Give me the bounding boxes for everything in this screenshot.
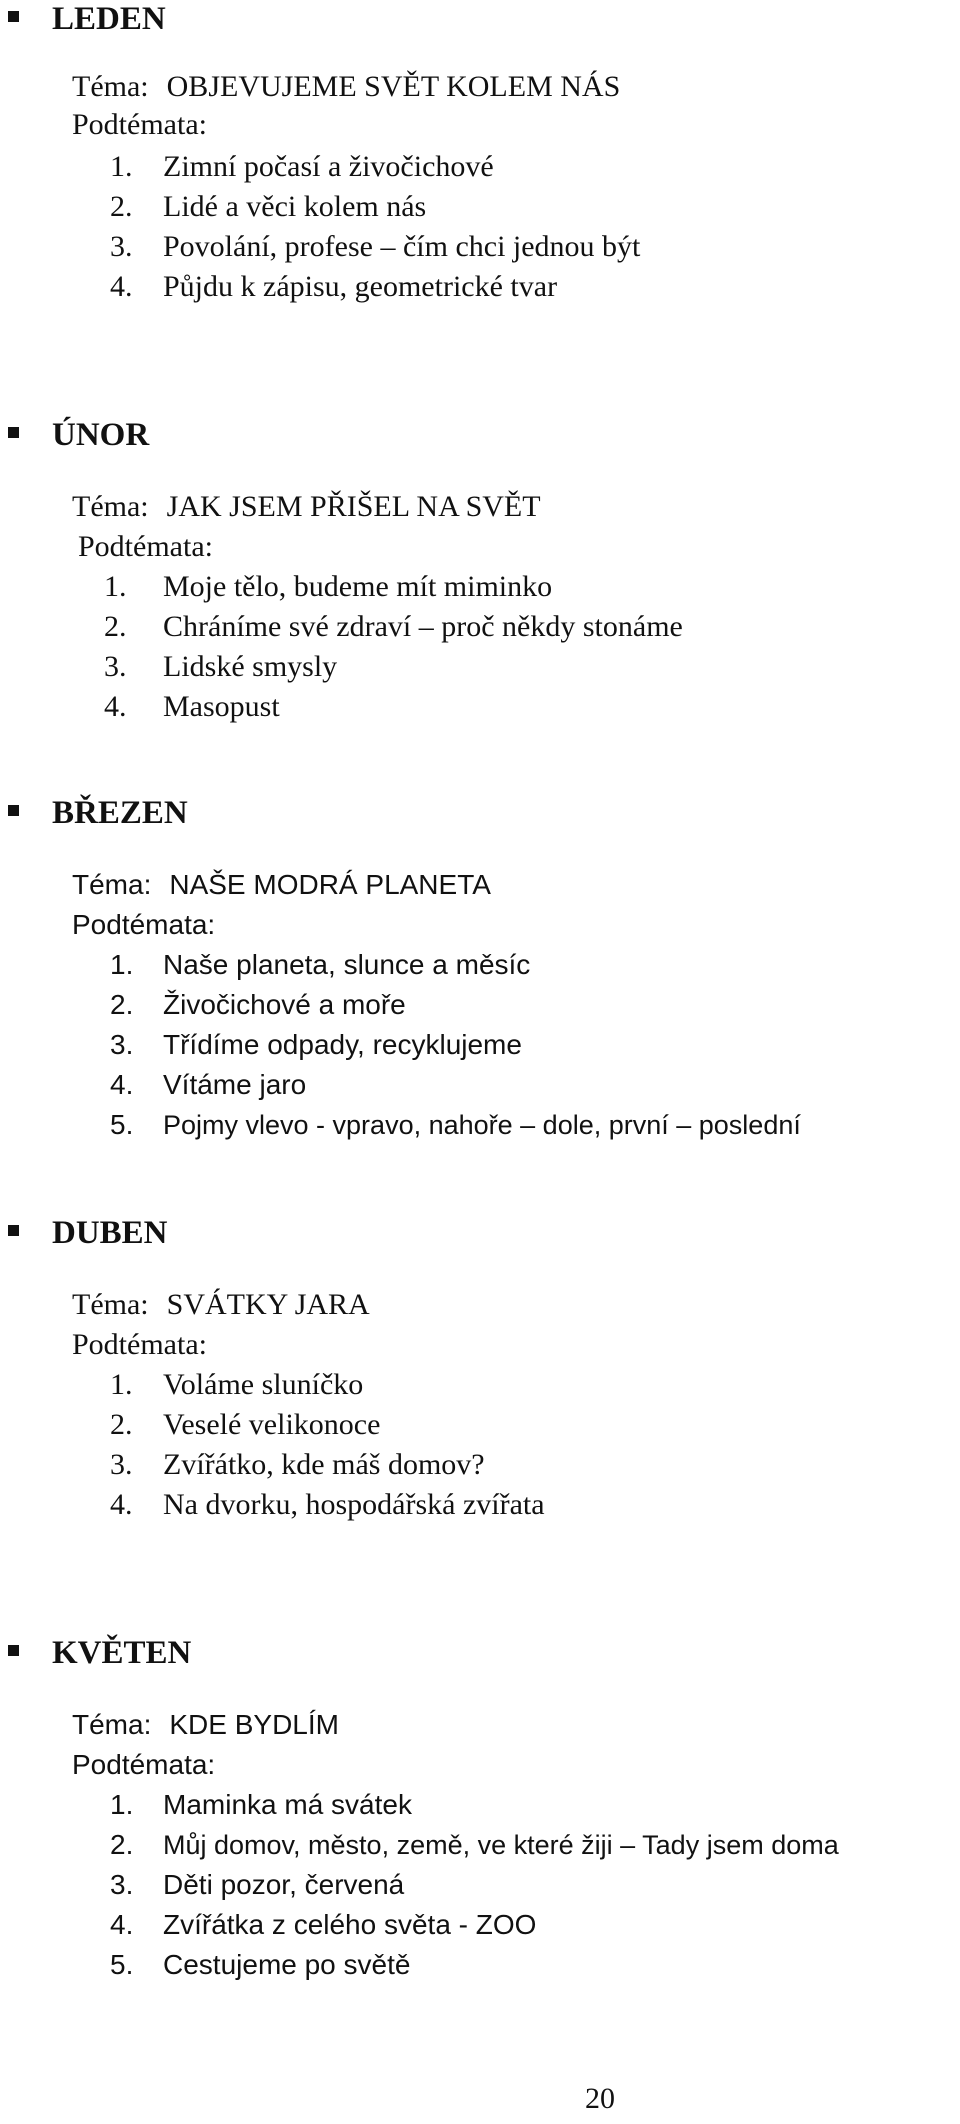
theme-value: KDE BYDLÍM — [169, 1709, 339, 1740]
list-item-text: Zvířátko, kde máš domov? — [163, 1448, 485, 1481]
month-section-brezen — [0, 795, 960, 1140]
subtopics-label: Podtémata: — [72, 1328, 207, 1361]
theme-label: Téma: — [72, 869, 152, 900]
theme-value: OBJEVUJEME SVĚT KOLEM NÁS — [166, 70, 621, 103]
square-bullet-icon — [8, 1645, 19, 1656]
list-item-text: Půjdu k zápisu, geometrické tvar — [163, 270, 558, 303]
list-item-number: 4. — [104, 690, 127, 723]
list-item-text: Moje tělo, budeme mít miminko — [163, 570, 553, 603]
month-section-unor — [0, 417, 960, 723]
list-item-number: 2. — [104, 610, 127, 643]
list-item-number: 2. — [110, 1829, 134, 1860]
list-item-number: 1. — [110, 949, 134, 980]
list-item-number: 4. — [110, 1488, 133, 1521]
subtopics-label: Podtémata: — [72, 108, 207, 141]
theme-label: Téma: — [72, 70, 149, 103]
list-item-number: 2. — [110, 989, 134, 1020]
list-item-text: Lidské smysly — [163, 650, 338, 683]
list-item-text: Chráníme své zdraví – proč někdy stonáme — [163, 610, 683, 643]
list-item-number: 5. — [110, 1949, 134, 1980]
list-item-text: Vítáme jaro — [163, 1069, 307, 1100]
list-item-text: Na dvorku, hospodářská zvířata — [163, 1488, 545, 1521]
month-title: BŘEZEN — [52, 795, 188, 831]
list-item-text: Třídíme odpady, recyklujeme — [163, 1029, 522, 1060]
month-title: ÚNOR — [52, 417, 150, 453]
theme-line — [72, 490, 541, 524]
list-item-text: Cestujeme po světě — [163, 1949, 411, 1980]
theme-line — [72, 1708, 339, 1742]
list-item-number: 1. — [104, 570, 127, 603]
list-item-number: 3. — [110, 1029, 134, 1060]
square-bullet-icon — [8, 805, 19, 816]
list-item-text: Veselé velikonoce — [163, 1408, 381, 1441]
list-item-number: 2. — [110, 190, 133, 223]
subtopics-label: Podtémata: — [78, 530, 213, 563]
list-item-text: Můj domov, město, země, ve které žiji – Tady jsem doma — [163, 1830, 839, 1860]
month-heading — [0, 1216, 960, 1256]
theme-label: Téma: — [72, 1288, 149, 1321]
theme-line — [72, 70, 620, 104]
month-title: DUBEN — [52, 1215, 168, 1251]
theme-value: SVÁTKY JARA — [166, 1288, 370, 1321]
list-item-text: Zimní počasí a živočichové — [163, 150, 494, 183]
month-heading — [0, 418, 960, 458]
subtopics-label: Podtémata: — [72, 909, 216, 940]
list-item-text: Děti pozor, červená — [163, 1869, 405, 1900]
list-item-number: 3. — [104, 650, 127, 683]
list-item-number: 1. — [110, 1368, 133, 1401]
list-item-number: 3. — [110, 230, 133, 263]
list-item-text: Povolání, profese – čím chci jednou být — [163, 230, 641, 263]
list-item-text: Pojmy vlevo - vpravo, nahoře – dole, první – poslední — [163, 1110, 801, 1140]
square-bullet-icon — [8, 11, 19, 22]
list-item-number: 4. — [110, 1069, 134, 1100]
square-bullet-icon — [8, 427, 19, 438]
page-number: 20 — [585, 2082, 615, 2115]
theme-value: JAK JSEM PŘIŠEL NA SVĚT — [166, 490, 541, 523]
list-item-text: Lidé a věci kolem nás — [163, 190, 427, 223]
list-item-text: Zvířátka z celého světa - ZOO — [163, 1909, 537, 1940]
month-heading — [0, 1636, 960, 1676]
theme-value: NAŠE MODRÁ PLANETA — [169, 869, 491, 900]
list-item-text: Maminka má svátek — [163, 1789, 412, 1820]
list-item-number: 3. — [110, 1448, 133, 1481]
month-heading — [0, 796, 960, 836]
subtopics-label: Podtémata: — [72, 1749, 216, 1780]
list-item-number: 3. — [110, 1869, 134, 1900]
list-item-number: 1. — [110, 150, 133, 183]
list-item-number: 5. — [110, 1109, 134, 1140]
theme-line — [72, 1288, 370, 1322]
theme-line — [72, 868, 491, 902]
list-item-number: 4. — [110, 1909, 134, 1940]
square-bullet-icon — [8, 1225, 19, 1236]
month-title: LEDEN — [52, 1, 166, 37]
list-item-text: Masopust — [163, 690, 280, 723]
list-item-number: 1. — [110, 1789, 134, 1820]
list-item-text: Naše planeta, slunce a měsíc — [163, 949, 531, 980]
list-item-number: 2. — [110, 1408, 133, 1441]
list-item-text: Voláme sluníčko — [163, 1368, 364, 1401]
month-title: KVĚTEN — [52, 1635, 192, 1671]
month-section-kveten — [0, 1635, 960, 1980]
list-item-text: Živočichové a moře — [163, 989, 406, 1020]
month-section-leden — [0, 1, 960, 303]
theme-label: Téma: — [72, 1709, 152, 1740]
list-item-number: 4. — [110, 270, 133, 303]
month-section-duben — [0, 1215, 960, 1521]
theme-label: Téma: — [72, 490, 149, 523]
month-heading — [0, 2, 960, 42]
